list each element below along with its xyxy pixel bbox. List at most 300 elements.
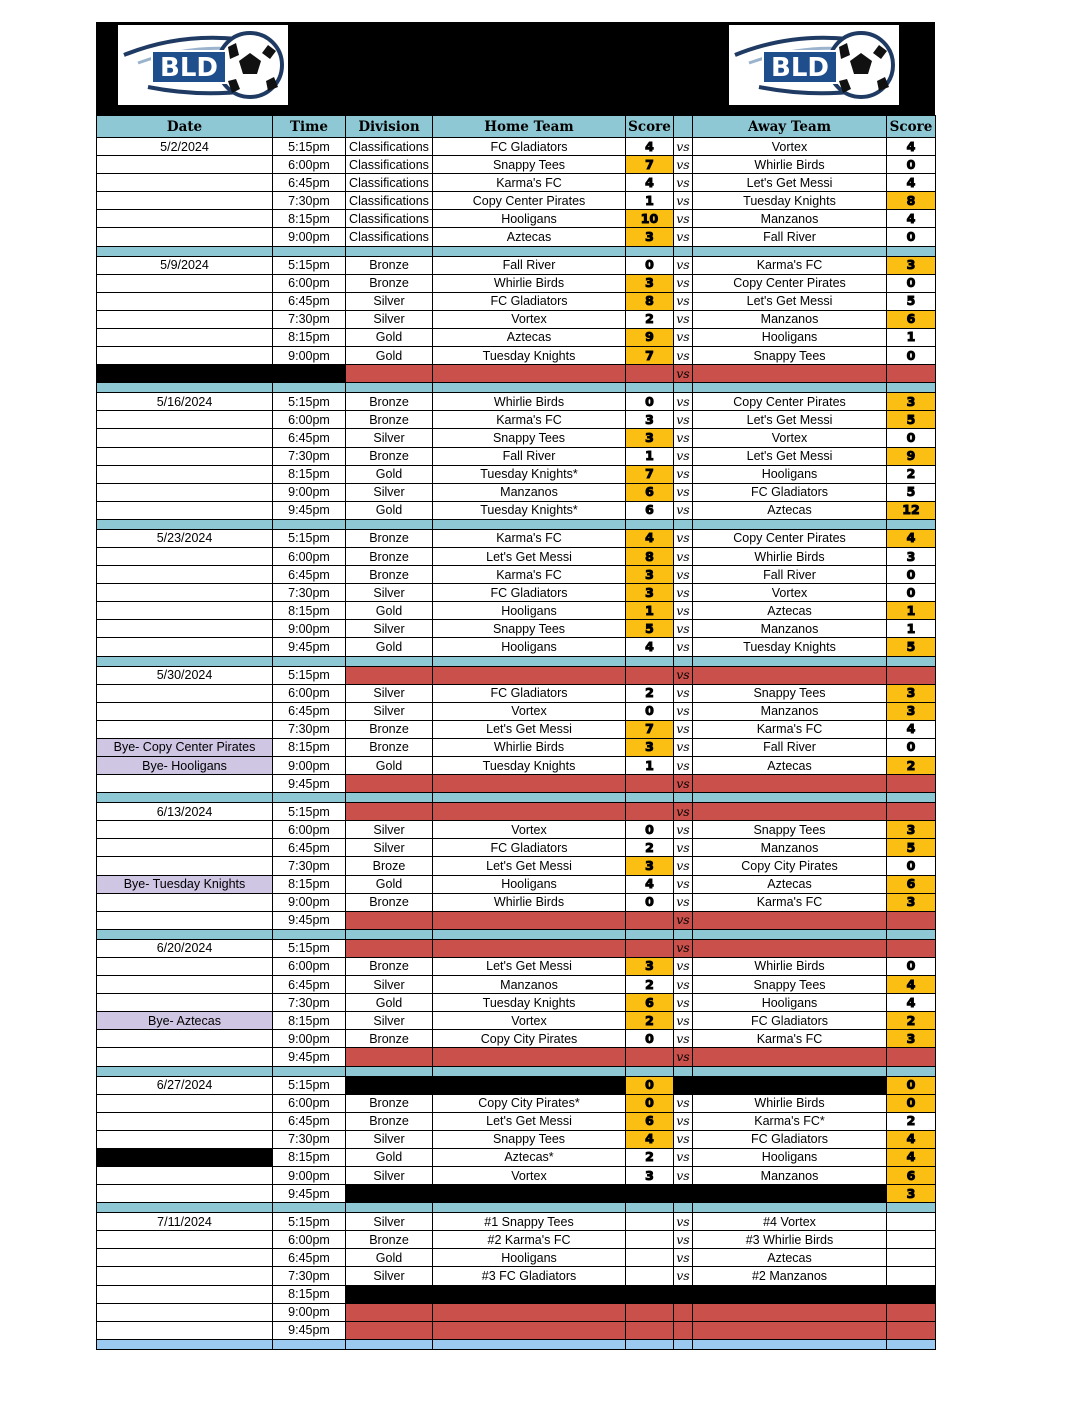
away-team-cell: Copy Center Pirates <box>693 274 887 292</box>
game-row <box>97 1166 936 1184</box>
separator-cell <box>626 656 674 666</box>
date-cell <box>97 821 273 839</box>
date-cell <box>97 1285 273 1303</box>
home-team-cell: Whirlie Birds <box>433 393 626 411</box>
home-team-cell: Fall River <box>433 447 626 465</box>
time-cell: 9:45pm <box>273 1048 346 1066</box>
home-team-cell: Hooligans <box>433 210 626 228</box>
home-team-cell <box>433 1321 626 1339</box>
away-score-cell: 3 <box>887 684 936 702</box>
game-row <box>97 1094 936 1112</box>
vs-label: vs <box>674 994 693 1012</box>
away-team-cell: Manzanos <box>693 210 887 228</box>
away-score-cell: 3 <box>887 393 936 411</box>
division-cell: Classifications <box>346 228 433 246</box>
time-cell: 9:00pm <box>273 1303 346 1321</box>
home-score-cell: 3 <box>626 429 674 447</box>
home-score-cell: 9 <box>626 328 674 346</box>
col-header-home-score: Score <box>626 116 674 138</box>
home-team-cell: Vortex <box>433 310 626 328</box>
division-cell: Silver <box>346 839 433 857</box>
week-separator <box>97 1339 936 1349</box>
game-row <box>97 274 936 292</box>
game-row <box>97 994 936 1012</box>
home-score-cell: 0 <box>626 393 674 411</box>
vs-label: vs <box>674 447 693 465</box>
date-cell <box>97 602 273 620</box>
vs-label: vs <box>674 156 693 174</box>
division-cell: Bronze <box>346 447 433 465</box>
home-score-cell <box>626 666 674 684</box>
away-team-cell: Fall River <box>693 738 887 756</box>
away-team-cell: Whirlie Birds <box>693 547 887 565</box>
game-row <box>97 976 936 994</box>
vs-label: vs <box>674 702 693 720</box>
home-score-cell: 7 <box>626 347 674 365</box>
time-cell: 5:15pm <box>273 256 346 274</box>
date-cell <box>97 857 273 875</box>
away-team-cell: Manzanos <box>693 702 887 720</box>
game-row <box>97 1148 936 1166</box>
week-separator <box>97 519 936 529</box>
vs-label <box>674 1185 693 1203</box>
time-cell: 9:00pm <box>273 347 346 365</box>
division-cell: Silver <box>346 1267 433 1285</box>
game-row <box>97 738 936 756</box>
separator-cell <box>433 383 626 393</box>
date-cell <box>97 347 273 365</box>
home-team-cell: Manzanos <box>433 483 626 501</box>
time-cell: 9:45pm <box>273 638 346 656</box>
home-team-cell <box>433 939 626 957</box>
away-score-cell: 2 <box>887 757 936 775</box>
away-team-cell: Vortex <box>693 138 887 156</box>
away-team-cell: Copy City Pirates <box>693 857 887 875</box>
away-team-cell: Let's Get Messi <box>693 292 887 310</box>
away-team-cell: Aztecas <box>693 875 887 893</box>
game-row <box>97 256 936 274</box>
home-score-cell: 3 <box>626 411 674 429</box>
division-cell: Gold <box>346 465 433 483</box>
home-team-cell: Vortex <box>433 1012 626 1030</box>
away-score-cell: 2 <box>887 1112 936 1130</box>
separator-cell <box>97 519 273 529</box>
home-team-cell: Hooligans <box>433 1249 626 1267</box>
vs-label: vs <box>674 365 693 383</box>
time-cell: 6:00pm <box>273 821 346 839</box>
time-cell: 9:00pm <box>273 893 346 911</box>
away-team-cell: Aztecas <box>693 602 887 620</box>
division-cell: Silver <box>346 976 433 994</box>
division-cell: Silver <box>346 310 433 328</box>
away-score-cell: 3 <box>887 821 936 839</box>
away-team-cell: Manzanos <box>693 839 887 857</box>
away-score-cell: 0 <box>887 957 936 975</box>
away-score-cell: 4 <box>887 174 936 192</box>
time-cell: 9:45pm <box>273 1321 346 1339</box>
vs-label <box>674 1076 693 1094</box>
home-team-cell: Karma's FC <box>433 411 626 429</box>
home-score-cell <box>626 1321 674 1339</box>
cancelled-slot-row <box>97 1048 936 1066</box>
home-team-cell: Fall River <box>433 256 626 274</box>
home-score-cell <box>626 1303 674 1321</box>
away-score-cell: 5 <box>887 638 936 656</box>
time-cell: 9:45pm <box>273 911 346 929</box>
time-cell: 6:45pm <box>273 1112 346 1130</box>
date-cell <box>97 584 273 602</box>
home-score-cell: 6 <box>626 501 674 519</box>
date-cell: 5/16/2024 <box>97 393 273 411</box>
date-cell <box>97 192 273 210</box>
separator-cell <box>626 1066 674 1076</box>
home-team-cell: #2 Karma's FC <box>433 1231 626 1249</box>
home-score-cell: 1 <box>626 757 674 775</box>
time-cell: 6:45pm <box>273 566 346 584</box>
time-cell: 7:30pm <box>273 1130 346 1148</box>
away-score-cell: 0 <box>887 1076 936 1094</box>
date-cell <box>97 547 273 565</box>
date-cell <box>97 328 273 346</box>
home-team-cell: FC Gladiators <box>433 584 626 602</box>
vs-label: vs <box>674 738 693 756</box>
vs-label: vs <box>674 310 693 328</box>
division-cell: Gold <box>346 1148 433 1166</box>
separator-cell <box>346 383 433 393</box>
date-cell <box>97 684 273 702</box>
away-score-cell: 3 <box>887 893 936 911</box>
vs-label: vs <box>674 875 693 893</box>
away-score-cell <box>887 1267 936 1285</box>
away-score-cell: 3 <box>887 547 936 565</box>
time-cell: 6:00pm <box>273 156 346 174</box>
date-cell: 5/23/2024 <box>97 529 273 547</box>
game-row <box>97 602 936 620</box>
vs-label <box>674 1285 693 1303</box>
date-cell <box>97 911 273 929</box>
home-score-cell: 0 <box>626 1030 674 1048</box>
away-score-cell <box>887 803 936 821</box>
separator-cell <box>273 246 346 256</box>
home-score-cell: 3 <box>626 957 674 975</box>
date-cell <box>97 1267 273 1285</box>
home-team-cell: Tuesday Knights <box>433 994 626 1012</box>
vs-label: vs <box>674 465 693 483</box>
division-cell: Silver <box>346 821 433 839</box>
home-score-cell: 0 <box>626 1076 674 1094</box>
game-row <box>97 1030 936 1048</box>
separator-cell <box>97 246 273 256</box>
home-score-cell <box>626 939 674 957</box>
game-row <box>97 1130 936 1148</box>
game-row <box>97 566 936 584</box>
away-team-cell: Karma's FC <box>693 720 887 738</box>
away-score-cell: 4 <box>887 138 936 156</box>
home-score-cell: 0 <box>626 893 674 911</box>
week-separator <box>97 793 936 803</box>
home-team-cell: Snappy Tees <box>433 156 626 174</box>
home-score-cell <box>626 1267 674 1285</box>
away-score-cell: 4 <box>887 210 936 228</box>
separator-cell <box>693 1203 887 1213</box>
vs-label: vs <box>674 292 693 310</box>
away-team-cell <box>693 1185 887 1203</box>
date-cell: 7/11/2024 <box>97 1213 273 1231</box>
game-row <box>97 292 936 310</box>
away-team-cell: #3 Whirlie Birds <box>693 1231 887 1249</box>
home-score-cell: 8 <box>626 547 674 565</box>
division-cell: Bronze <box>346 893 433 911</box>
separator-cell <box>626 929 674 939</box>
game-row <box>97 328 936 346</box>
away-score-cell: 0 <box>887 228 936 246</box>
away-score-cell: 4 <box>887 1130 936 1148</box>
away-score-cell <box>887 1303 936 1321</box>
separator-cell <box>433 656 626 666</box>
vs-label: vs <box>674 857 693 875</box>
vs-label: vs <box>674 547 693 565</box>
home-team-cell: FC Gladiators <box>433 292 626 310</box>
home-team-cell: Hooligans <box>433 875 626 893</box>
home-team-cell: Let's Get Messi <box>433 957 626 975</box>
away-team-cell: Snappy Tees <box>693 821 887 839</box>
separator-cell <box>674 656 693 666</box>
time-cell: 5:15pm <box>273 1213 346 1231</box>
home-team-cell: Let's Get Messi <box>433 720 626 738</box>
date-cell <box>97 156 273 174</box>
division-cell: Silver <box>346 1012 433 1030</box>
date-cell <box>97 839 273 857</box>
vs-label: vs <box>674 602 693 620</box>
home-team-cell: #1 Snappy Tees <box>433 1213 626 1231</box>
separator-cell <box>273 1203 346 1213</box>
away-score-cell: 0 <box>887 566 936 584</box>
away-score-cell: 0 <box>887 429 936 447</box>
division-cell: Silver <box>346 702 433 720</box>
vs-label: vs <box>674 1213 693 1231</box>
separator-cell <box>433 519 626 529</box>
separator-cell <box>674 246 693 256</box>
vs-label: vs <box>674 411 693 429</box>
separator-cell <box>887 1066 936 1076</box>
time-cell: 9:00pm <box>273 1166 346 1184</box>
home-score-cell: 2 <box>626 1012 674 1030</box>
separator-cell <box>346 793 433 803</box>
date-cell <box>97 210 273 228</box>
separator-cell <box>887 656 936 666</box>
away-team-cell <box>693 1048 887 1066</box>
vs-label: vs <box>674 1166 693 1184</box>
week-separator <box>97 1066 936 1076</box>
date-cell <box>97 1249 273 1267</box>
home-score-cell: 3 <box>626 738 674 756</box>
division-cell: Bronze <box>346 529 433 547</box>
separator-cell <box>346 1203 433 1213</box>
date-cell: 6/13/2024 <box>97 803 273 821</box>
home-team-cell: Snappy Tees <box>433 1130 626 1148</box>
game-row <box>97 1231 936 1249</box>
separator-cell <box>346 1066 433 1076</box>
division-cell: Gold <box>346 638 433 656</box>
away-team-cell: Let's Get Messi <box>693 447 887 465</box>
away-team-cell: Manzanos <box>693 1166 887 1184</box>
away-team-cell: Aztecas <box>693 1249 887 1267</box>
division-cell <box>346 1285 433 1303</box>
vs-label: vs <box>674 893 693 911</box>
division-cell <box>346 803 433 821</box>
home-team-cell: Vortex <box>433 1166 626 1184</box>
away-team-cell: Aztecas <box>693 501 887 519</box>
time-cell: 8:15pm <box>273 1148 346 1166</box>
division-cell: Classifications <box>346 210 433 228</box>
time-cell: 8:15pm <box>273 328 346 346</box>
vs-label: vs <box>674 429 693 447</box>
schedule-body <box>97 138 936 1350</box>
home-team-cell: Whirlie Birds <box>433 738 626 756</box>
home-team-cell: Karma's FC <box>433 529 626 547</box>
time-cell: 6:00pm <box>273 411 346 429</box>
away-team-cell: Tuesday Knights <box>693 192 887 210</box>
date-cell <box>97 1130 273 1148</box>
away-score-cell: 4 <box>887 529 936 547</box>
time-cell: 9:00pm <box>273 620 346 638</box>
col-header-away-score: Score <box>887 116 936 138</box>
date-cell <box>97 174 273 192</box>
date-cell <box>97 1303 273 1321</box>
separator-cell <box>346 1339 433 1349</box>
column-header-row <box>97 116 936 138</box>
separator-cell <box>97 793 273 803</box>
separator-cell <box>674 383 693 393</box>
home-score-cell: 3 <box>626 566 674 584</box>
away-team-cell: Vortex <box>693 584 887 602</box>
home-score-cell: 6 <box>626 1112 674 1130</box>
home-team-cell: Tuesday Knights* <box>433 501 626 519</box>
vs-label: vs <box>674 1231 693 1249</box>
home-team-cell: Let's Get Messi <box>433 1112 626 1130</box>
time-cell: 6:45pm <box>273 976 346 994</box>
date-cell: 5/30/2024 <box>97 666 273 684</box>
time-cell: 6:45pm <box>273 292 346 310</box>
date-cell <box>97 1185 273 1203</box>
away-score-cell: 1 <box>887 328 936 346</box>
game-row <box>97 757 936 775</box>
away-score-cell: 2 <box>887 1012 936 1030</box>
vs-label: vs <box>674 566 693 584</box>
game-row <box>97 1213 936 1231</box>
home-team-cell <box>433 1076 626 1094</box>
date-cell <box>97 228 273 246</box>
away-score-cell <box>887 1321 936 1339</box>
division-cell <box>346 775 433 793</box>
away-score-cell: 0 <box>887 347 936 365</box>
home-score-cell: 2 <box>626 684 674 702</box>
home-team-cell: Copy Center Pirates <box>433 192 626 210</box>
separator-cell <box>626 519 674 529</box>
home-score-cell: 4 <box>626 1130 674 1148</box>
time-cell: 6:00pm <box>273 547 346 565</box>
home-team-cell: Tuesday Knights <box>433 757 626 775</box>
game-row <box>97 957 936 975</box>
header-banner <box>96 22 935 115</box>
home-team-cell: Aztecas <box>433 228 626 246</box>
time-cell: 6:45pm <box>273 839 346 857</box>
date-cell <box>97 638 273 656</box>
away-team-cell: Let's Get Messi <box>693 174 887 192</box>
separator-cell <box>626 1203 674 1213</box>
away-score-cell: 8 <box>887 192 936 210</box>
vs-label: vs <box>674 638 693 656</box>
away-team-cell: Manzanos <box>693 620 887 638</box>
home-score-cell: 3 <box>626 1166 674 1184</box>
home-score-cell: 2 <box>626 976 674 994</box>
bye-note: Bye- Aztecas <box>97 1012 273 1030</box>
division-cell: Bronze <box>346 256 433 274</box>
away-team-cell <box>693 666 887 684</box>
separator-cell <box>674 1066 693 1076</box>
game-row <box>97 1267 936 1285</box>
away-team-cell: Hooligans <box>693 1148 887 1166</box>
game-row <box>97 821 936 839</box>
time-cell: 5:15pm <box>273 939 346 957</box>
separator-cell <box>887 793 936 803</box>
time-cell: 6:00pm <box>273 684 346 702</box>
home-team-cell: FC Gladiators <box>433 138 626 156</box>
away-team-cell: #4 Vortex <box>693 1213 887 1231</box>
vs-label: vs <box>674 228 693 246</box>
vs-label: vs <box>674 210 693 228</box>
away-team-cell <box>693 939 887 957</box>
cancelled-slot-row <box>97 365 936 383</box>
home-team-cell: FC Gladiators <box>433 839 626 857</box>
home-score-cell <box>626 1285 674 1303</box>
time-cell: 9:00pm <box>273 757 346 775</box>
schedule-table <box>96 115 936 1350</box>
home-score-cell: 0 <box>626 821 674 839</box>
away-team-cell: Copy Center Pirates <box>693 529 887 547</box>
game-row <box>97 447 936 465</box>
away-score-cell: 9 <box>887 447 936 465</box>
cancelled-slot-row <box>97 939 936 957</box>
game-row <box>97 1112 936 1130</box>
division-cell: Silver <box>346 584 433 602</box>
vs-label: vs <box>674 192 693 210</box>
vs-label: vs <box>674 1130 693 1148</box>
vs-label: vs <box>674 803 693 821</box>
division-cell: Silver <box>346 292 433 310</box>
home-team-cell: Aztecas* <box>433 1148 626 1166</box>
date-cell <box>97 994 273 1012</box>
vs-label: vs <box>674 1030 693 1048</box>
game-row <box>97 429 936 447</box>
separator-cell <box>97 929 273 939</box>
game-row <box>97 1012 936 1030</box>
col-header-home-team: Home Team <box>433 116 626 138</box>
home-team-cell <box>433 1285 626 1303</box>
time-cell: 9:45pm <box>273 1185 346 1203</box>
game-row <box>97 411 936 429</box>
vs-label: vs <box>674 911 693 929</box>
home-score-cell: 6 <box>626 994 674 1012</box>
game-row <box>97 584 936 602</box>
away-score-cell: 0 <box>887 584 936 602</box>
separator-cell <box>887 519 936 529</box>
home-team-cell <box>433 1048 626 1066</box>
separator-cell <box>346 929 433 939</box>
separator-cell <box>97 1203 273 1213</box>
home-score-cell: 7 <box>626 720 674 738</box>
home-score-cell <box>626 803 674 821</box>
